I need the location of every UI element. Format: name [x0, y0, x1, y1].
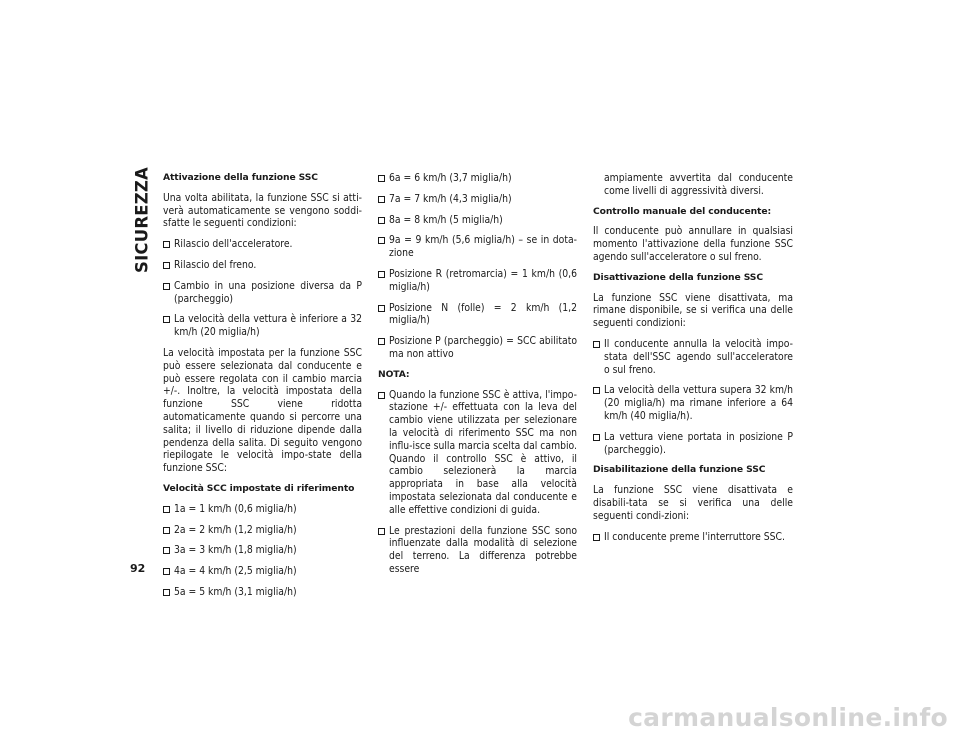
list-item: Il conducente annulla la velocità impo-stata dell'SSC agendo sull'acceleratore o sul freno. — [593, 338, 793, 376]
paragraph-set-speed: La velocità impostata per la funzione SSC può essere selezionata dal conducente e può essere regolata con il cambio marcia +/-. Inoltre, la velocità impostata della funzione SSC viene ridotta automaticamente quando si percorre una salita; il livello di riduzione dipende dalla pendenza della salita. Di seguito vengono riepilogate le velocità impo-state della funzione SSC: — [163, 346, 362, 475]
list-item: 9a = 9 km/h (5,6 miglia/h) – se in dota-zione — [378, 234, 577, 260]
checkbox-bullet-icon — [163, 527, 170, 534]
checkbox-bullet-icon — [163, 316, 170, 323]
list-item: La velocità della vettura supera 32 km/h (20 miglia/h) ma rimane inferiore a 64 km/h (40 miglia/h). — [593, 384, 793, 422]
list-item: Posizione P (parcheggio) = SCC abilitato ma non attivo — [378, 335, 577, 361]
list-item: Rilascio dell'acceleratore. — [163, 238, 362, 251]
list-item: Posizione N (folle) = 2 km/h (1,2 miglia/h) — [378, 302, 577, 328]
list-item: 3a = 3 km/h (1,8 miglia/h) — [163, 544, 362, 557]
paragraph-manual-override: Il conducente può annullare in qualsiasi momento l'attivazione della funzione SSC agendo sull'acceleratore o sul freno. — [593, 225, 793, 263]
list-item: Le prestazioni della funzione SSC sono influenzate dalla modalità di selezione del terreno. La differenza potrebbe essere — [378, 525, 577, 576]
list-item: 7a = 7 km/h (4,3 miglia/h) — [378, 193, 577, 206]
checkbox-bullet-icon — [378, 305, 385, 312]
paragraph-activation-intro: Una volta abilitata, la funzione SSC si atti-verà automaticamente se vengono soddi-sfatte le seguenti condizioni: — [163, 191, 362, 230]
checkbox-bullet-icon — [378, 237, 385, 244]
paragraph-disabling-intro: La funzione SSC viene disattivata e disabili-tata se si verifica una delle seguenti condi-zioni: — [593, 484, 793, 522]
list-item: La velocità della vettura è inferiore a 32 km/h (20 miglia/h) — [163, 313, 362, 339]
heading-reference-speeds: Velocità SCC impostate di riferimento — [163, 482, 355, 494]
checkbox-bullet-icon — [378, 392, 385, 399]
checkbox-bullet-icon — [163, 262, 170, 269]
checkbox-bullet-icon — [378, 528, 385, 535]
checkbox-bullet-icon — [163, 506, 170, 513]
checkbox-bullet-icon — [593, 434, 600, 441]
checkbox-bullet-icon — [593, 387, 600, 394]
checkbox-bullet-icon — [163, 283, 170, 290]
page-number: 92 — [130, 562, 146, 575]
list-item: Posizione R (retromarcia) = 1 km/h (0,6 miglia/h) — [378, 268, 577, 294]
watermark-link[interactable]: carmanualsonline.info — [628, 703, 948, 732]
column-2 — [378, 172, 577, 584]
checkbox-bullet-icon — [163, 568, 170, 575]
checkbox-bullet-icon — [163, 589, 170, 596]
list-item: 2a = 2 km/h (1,2 miglia/h) — [163, 524, 362, 537]
checkbox-bullet-icon — [378, 196, 385, 203]
list-item: Rilascio del freno. — [163, 259, 362, 272]
list-item: Quando la funzione SSC è attiva, l'impo-stazione +/- effettuata con la leva del cambio viene utilizzata per selezionare la velocità di riferimento SSC ma non influ-isce sulla marcia scelta dal cambio. Quando il controllo SSC è attivo, il cambio selezionerà la marcia appropriata in base alla velocità impostata selezionata dal conducente e alle effettive condizioni di guida. — [378, 389, 577, 517]
section-side-title: SICUREZZA — [132, 166, 152, 274]
heading-ssc-disabling: Disabilitazione della funzione SSC — [593, 464, 766, 476]
list-item: La vettura viene portata in posizione P (parcheggio). — [593, 431, 793, 457]
checkbox-bullet-icon — [593, 341, 600, 348]
checkbox-bullet-icon — [378, 175, 385, 182]
checkbox-bullet-icon — [593, 534, 600, 541]
checkbox-bullet-icon — [378, 271, 385, 278]
column-1 — [163, 172, 362, 607]
checkbox-bullet-icon — [163, 547, 170, 554]
checkbox-bullet-icon — [378, 217, 385, 224]
checkbox-bullet-icon — [163, 241, 170, 248]
list-item: 1a = 1 km/h (0,6 miglia/h) — [163, 503, 362, 516]
list-item: Il conducente preme l'interruttore SSC. — [593, 531, 793, 544]
list-item: 5a = 5 km/h (3,1 miglia/h) — [163, 586, 362, 599]
checkbox-bullet-icon — [378, 338, 385, 345]
list-item: Cambio in una posizione diversa da P (parcheggio) — [163, 280, 362, 306]
list-item: 4a = 4 km/h (2,5 miglia/h) — [163, 565, 362, 578]
heading-note: NOTA: — [378, 368, 410, 380]
paragraph-continuation: ampiamente avvertita dal conducente come livelli di aggressività diversi. — [604, 172, 793, 197]
list-item: 8a = 8 km/h (5 miglia/h) — [378, 214, 577, 227]
heading-ssc-activation: Attivazione della funzione SSC — [163, 172, 318, 183]
column-3 — [593, 172, 793, 551]
heading-ssc-deactivation: Disattivazione della funzione SSC — [593, 271, 763, 283]
heading-manual-override: Controllo manuale del conducente: — [593, 205, 772, 217]
list-item: 6a = 6 km/h (3,7 miglia/h) — [378, 172, 577, 185]
paragraph-deactivation-intro: La funzione SSC viene disattivata, ma rimane disponibile, se si verifica una delle seguenti condizioni: — [593, 291, 793, 330]
